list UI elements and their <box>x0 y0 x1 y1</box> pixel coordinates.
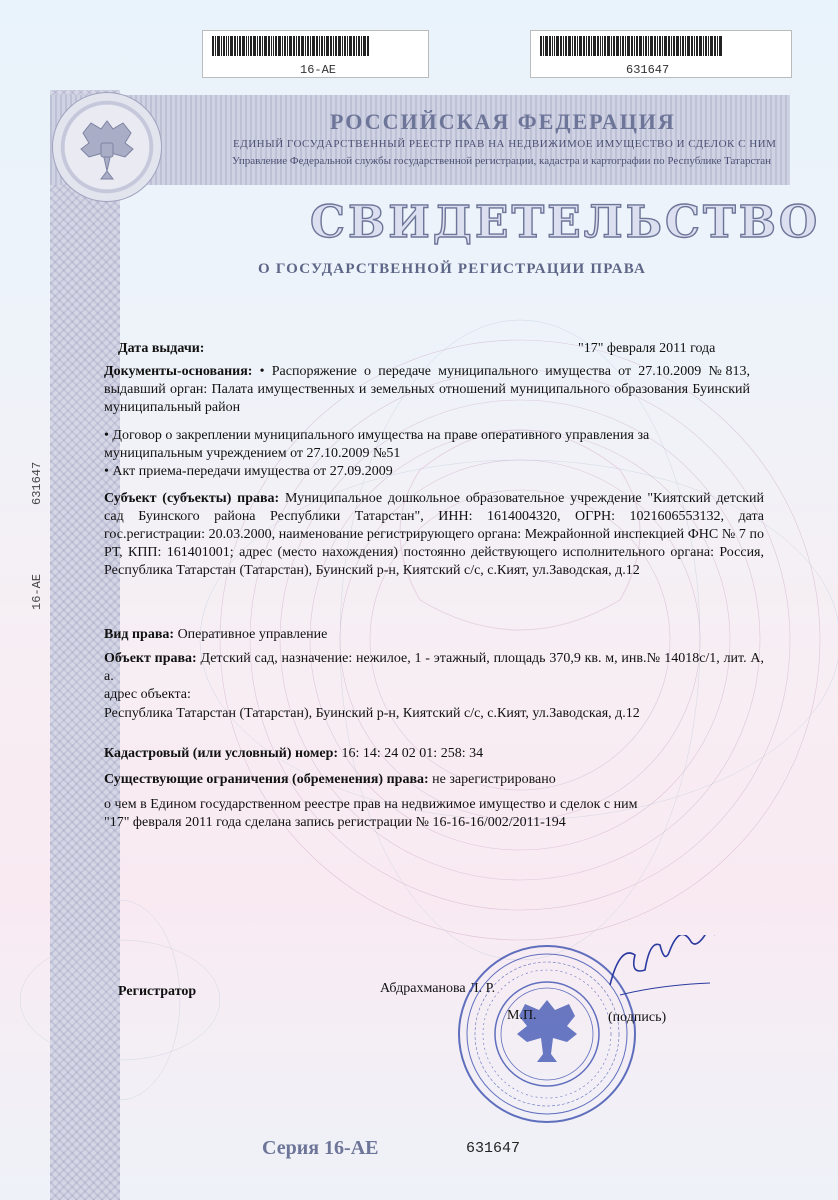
object-label: Объект права: <box>104 651 197 666</box>
restrictions-section <box>104 771 556 789</box>
barcode-right <box>540 36 723 56</box>
cadastral-section <box>104 745 483 763</box>
country-title: РОССИЙСКАЯ ФЕДЕРАЦИЯ <box>330 109 676 134</box>
subject-value: Муниципальное дошкольное образовательное учреждение "Киятский детский сад Буинского района Республики Татарстан", ИНН: 1614004320, ОГРН: 1021606553132, дата гос.регистрации: 20.03.2000, наименование регистрирующего органа: Межрайонной инспекцией ФНС № 7 по РТ, КПП: 161401001; адрес (место нахождения) постоянно действующего исполнительного органа: Россия, Республика Татарстан (Татарстан), Буинский р-н, Киятский с/с, с.Кият, ул.Заводская, д.12 <box>104 491 764 578</box>
side-serial-number: 631647 <box>30 461 44 505</box>
record-line-2: "17" февраля 2011 года сделана запись регистрации № 16-16-16/002/2011-194 <box>104 815 566 830</box>
subject-label: Субъект (субъекты) права: <box>104 491 280 506</box>
basis-item-3: • Акт приема-передачи имущества от 27.09.2009 <box>104 464 393 479</box>
barcode-right-text: 631647 <box>626 63 670 77</box>
restrictions-label: Существующие ограничения (обременения) права: <box>104 772 429 787</box>
registrar-name: Абдрахманова Л. Р. <box>380 981 496 996</box>
footer-number: 631647 <box>466 1140 521 1157</box>
record-line-1: о чем в Едином государственном реестре прав на недвижимое имущество и сделок с ним <box>104 797 638 812</box>
registry-title: ЕДИНЫЙ ГОСУДАРСТВЕННЫЙ РЕЕСТР ПРАВ НА НЕДВИЖИМОЕ ИМУЩЕСТВО И СДЕЛОК С НИМ <box>233 138 777 150</box>
object-section <box>104 650 764 686</box>
side-series: 16-АЕ <box>30 573 44 610</box>
coat-of-arms-emblem <box>52 92 162 202</box>
basis-section <box>104 363 750 417</box>
department-title: Управление Федеральной службы государственной регистрации, кадастра и картографии по Республике Татарстан <box>232 155 772 167</box>
cadastral-value: 16: 14: 24 02 01: 258: 34 <box>341 746 484 761</box>
basis-label: Документы-основания: <box>104 364 253 379</box>
object-address: Республика Татарстан (Татарстан), Буинский р-н, Киятский с/с, с.Кият, ул.Заводская, д.12 <box>104 706 640 721</box>
right-type-value: Оперативное управление <box>177 627 328 642</box>
right-type-label: Вид права: <box>104 627 175 642</box>
registrar-label: Регистратор <box>118 984 197 999</box>
barcode-left <box>212 36 370 56</box>
double-headed-eagle-icon <box>53 93 161 201</box>
cadastral-label: Кадастровый (или условный) номер: <box>104 746 339 761</box>
basis-item-1: • Распоряжение о передаче муниципального имущества от 27.10.2009 №813, выдавший орган: Палата имущественных и земельных отношений муниципального образования Буинский муниципальный район <box>104 364 751 415</box>
seal-place-label: М.П. <box>507 1008 537 1023</box>
document-title: СВИДЕТЕЛЬСТВО <box>310 197 821 248</box>
issue-date-value: "17" февраля 2011 года <box>578 341 716 356</box>
footer-series: Серия 16-АЕ <box>262 1137 379 1159</box>
handwritten-signature <box>600 935 720 1005</box>
right-type-section <box>104 626 327 644</box>
document-subtitle: О ГОСУДАРСТВЕННОЙ РЕГИСТРАЦИИ ПРАВА <box>258 261 647 277</box>
restrictions-value: не зарегистрировано <box>432 772 556 787</box>
basis-item-2: • Договор о закреплении муниципального имущества на праве оперативного управления за муниципальным учреждением от 27.10.2009 №51 <box>104 428 650 461</box>
object-address-label: адрес объекта: <box>104 687 191 702</box>
subject-section <box>104 490 764 580</box>
barcode-left-text: 16-АЕ <box>300 63 337 77</box>
object-value: Детский сад, назначение: нежилое, 1 - этажный, площадь 370,9 кв. м, инв.№ 14018с/1, лит. А, а. <box>104 651 765 684</box>
issue-date-label: Дата выдачи: <box>118 341 205 356</box>
left-decorative-band <box>50 90 120 1200</box>
signature-label: (подпись) <box>608 1010 667 1025</box>
